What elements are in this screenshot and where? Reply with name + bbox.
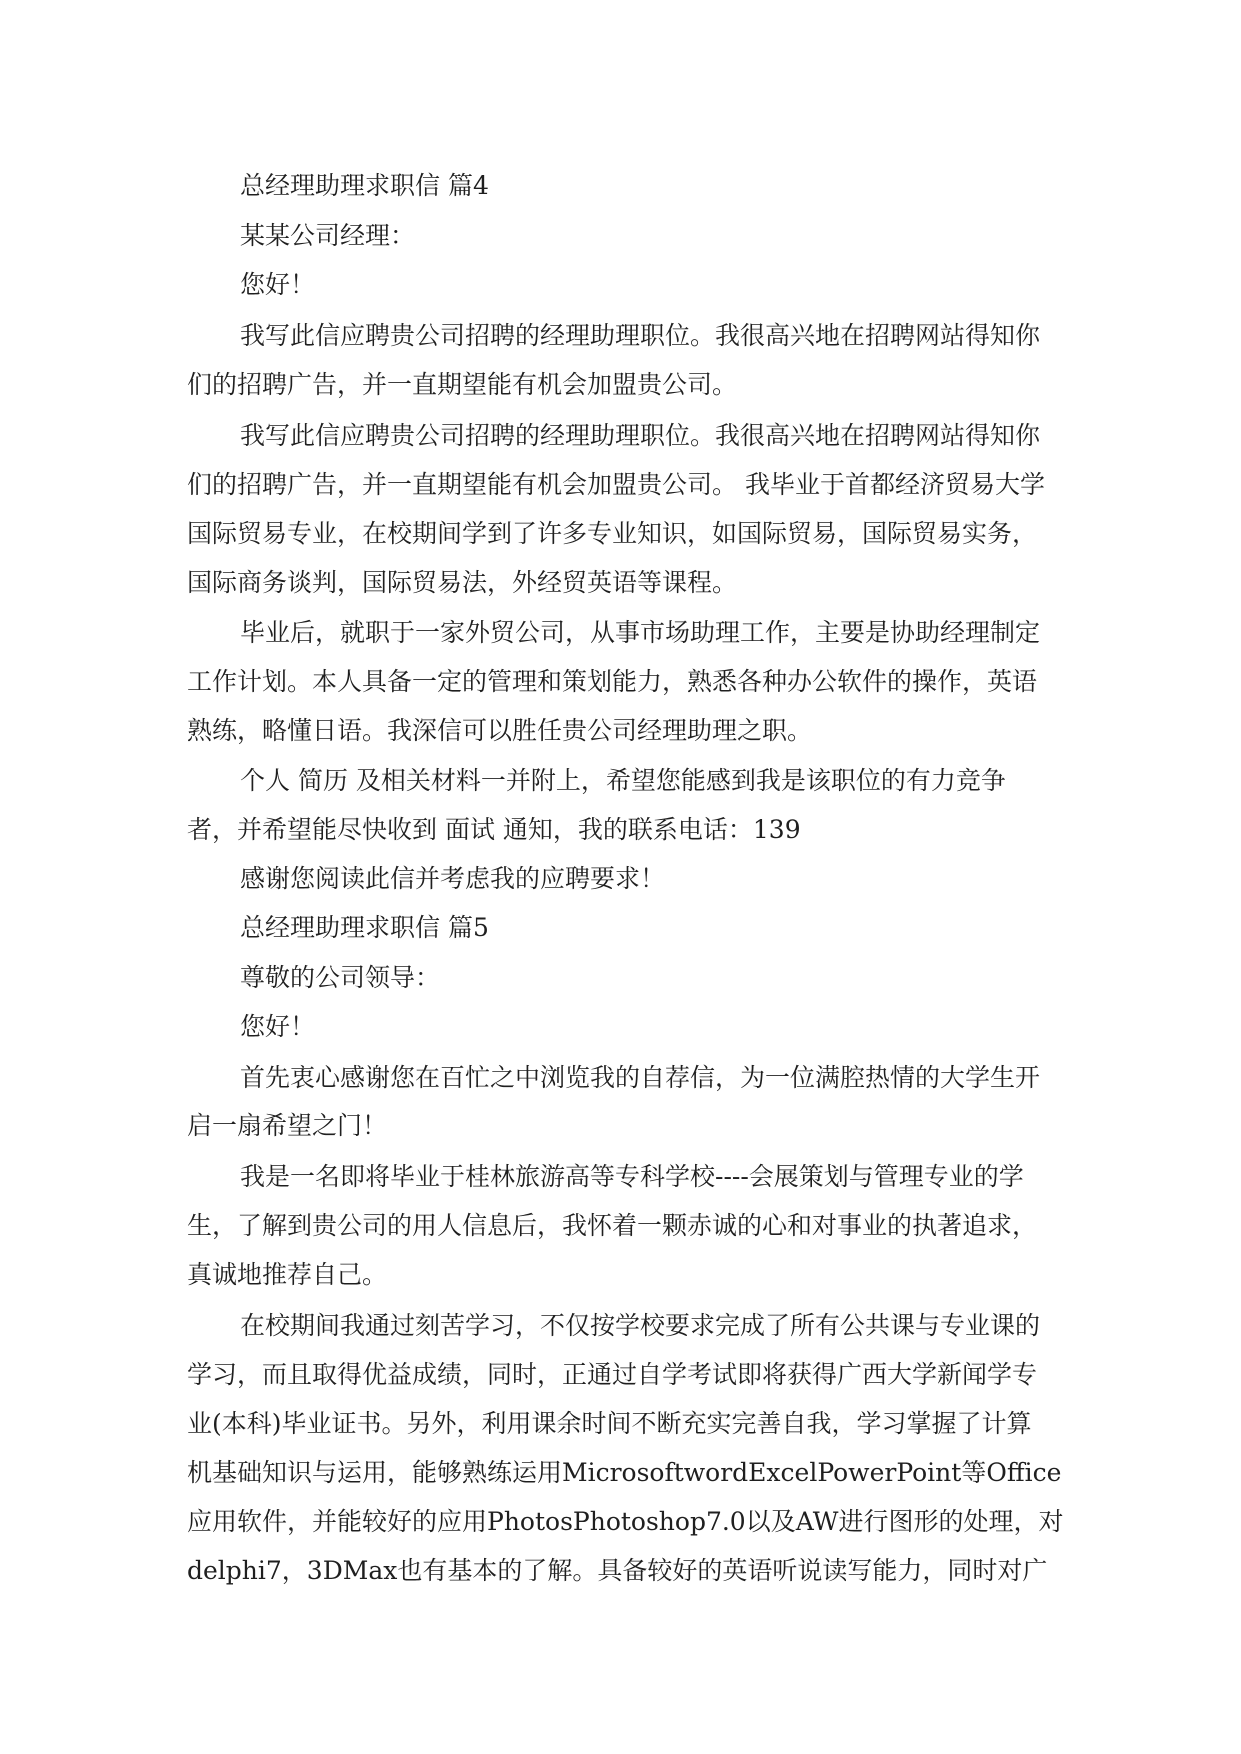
body-line: 学习，而且取得优益成绩，同时，正通过自学考试即将获得广西大学新闻学专 — [187, 1360, 1038, 1389]
body-line: 我是一名即将毕业于桂林旅游高等专科学校----会展策划与管理专业的学 — [240, 1162, 1024, 1191]
body-line: 我写此信应聘贵公司招聘的经理助理职位。我很高兴地在招聘网站得知你 — [240, 421, 1041, 450]
body-line: 们的招聘广告，并一直期望能有机会加盟贵公司。 我毕业于首都经济贸易大学 — [187, 470, 1045, 499]
body-line: 国际商务谈判，国际贸易法，外经贸英语等课程。 — [187, 568, 738, 597]
body-line: 毕业后，就职于一家外贸公司，从事市场助理工作，主要是协助经理制定 — [240, 618, 1041, 647]
section-heading-4: 总经理助理求职信 篇4 — [240, 171, 489, 200]
section-heading-5: 总经理助理求职信 篇5 — [240, 913, 489, 942]
body-line: 首先衷心感谢您在百忙之中浏览我的自荐信，为一位满腔热情的大学生开 — [240, 1063, 1041, 1092]
salutation-recipient: 某某公司经理： — [240, 221, 416, 250]
body-line: 我写此信应聘贵公司招聘的经理助理职位。我很高兴地在招聘网站得知你 — [240, 321, 1041, 350]
body-line: 真诚地推荐自己。 — [187, 1260, 388, 1289]
body-line: 在校期间我通过刻苦学习，不仅按学校要求完成了所有公共课与专业课的 — [240, 1311, 1041, 1340]
body-line: 工作计划。本人具备一定的管理和策划能力，熟悉各种办公软件的操作，英语 — [187, 667, 1038, 696]
body-line: 熟练，略懂日语。我深信可以胜任贵公司经理助理之职。 — [187, 716, 813, 745]
body-line: 国际贸易专业，在校期间学到了许多专业知识，如国际贸易，国际贸易实务， — [187, 519, 1038, 548]
body-line: 生，了解到贵公司的用人信息后，我怀着一颗赤诚的心和对事业的执著追求， — [187, 1211, 1038, 1240]
greeting: 您好！ — [240, 1012, 316, 1041]
salutation-recipient: 尊敬的公司领导： — [240, 963, 441, 992]
body-line: 们的招聘广告，并一直期望能有机会加盟贵公司。 — [187, 370, 738, 399]
body-line: delphi7，3DMax也有基本的了解。具备较好的英语听说读写能力，同时对广 — [187, 1556, 1048, 1585]
greeting: 您好！ — [240, 270, 316, 299]
body-line: 启一扇希望之门！ — [187, 1111, 388, 1140]
body-line: 业(本科)毕业证书。另外，利用课余时间不断充实完善自我，学习掌握了计算 — [187, 1409, 1032, 1438]
body-line: 者，并希望能尽快收到 面试 通知，我的联系电话：139 — [187, 815, 801, 844]
body-line: 应用软件，并能较好的应用PhotosPhotoshop7.0以及AW进行图形的处理，对 — [187, 1507, 1064, 1536]
body-line: 机基础知识与运用，能够熟练运用MicrosoftwordExcelPowerPoint等Office — [187, 1458, 1062, 1487]
closing-line: 感谢您阅读此信并考虑我的应聘要求！ — [240, 864, 666, 893]
body-line: 个人 简历 及相关材料一并附上，希望您能感到我是该职位的有力竞争 — [240, 766, 1006, 795]
